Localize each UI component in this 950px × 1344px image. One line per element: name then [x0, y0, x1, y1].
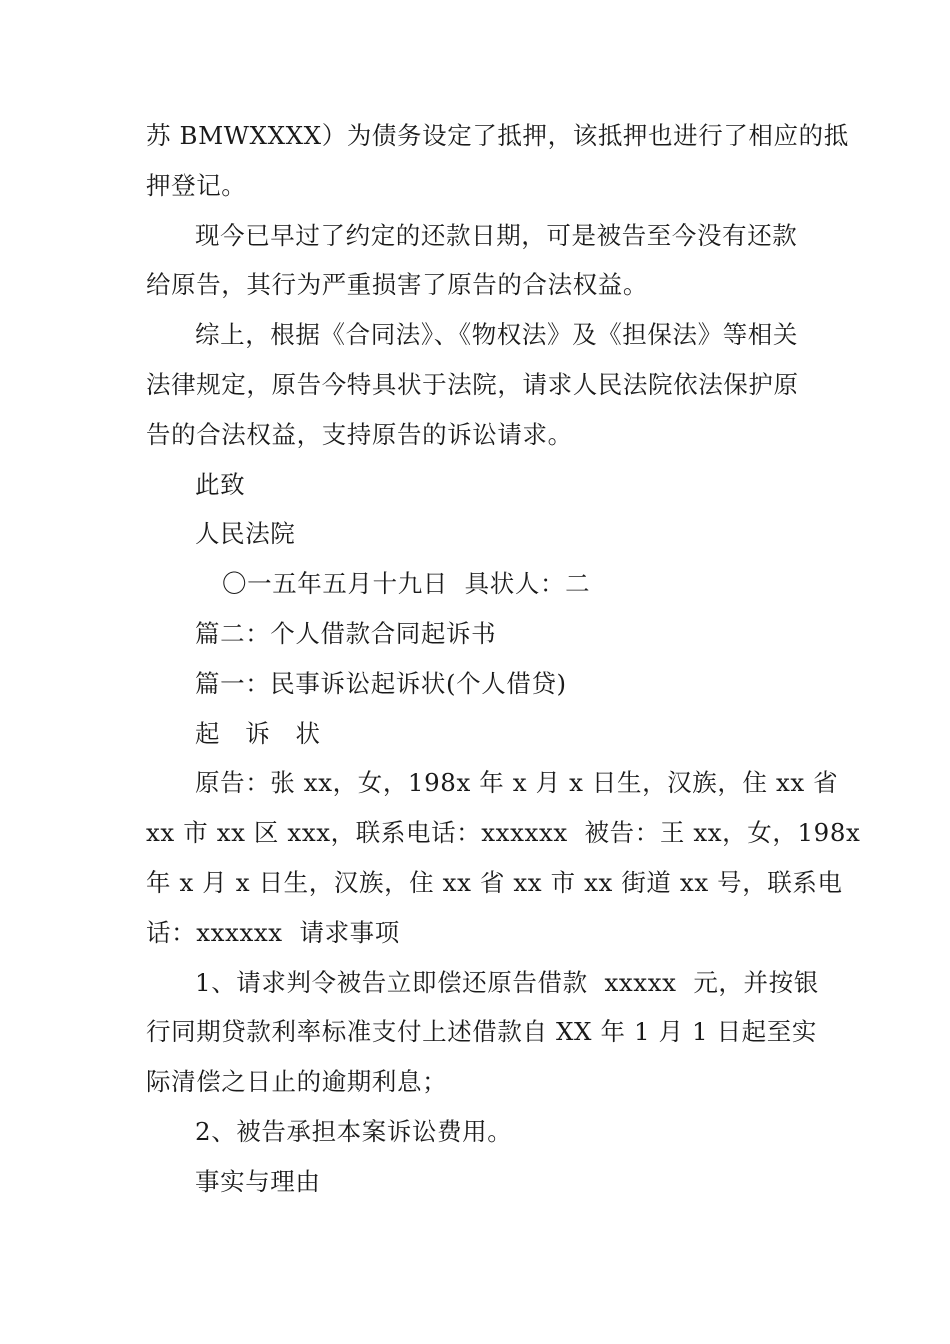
section-heading: 事实与理由	[195, 1166, 321, 1196]
body-line: 际清偿之日止的逾期利息；	[146, 1067, 448, 1097]
body-line: 话：xxxxxx 请求事项	[146, 917, 400, 947]
body-line: 给原告，其行为严重损害了原告的合法权益。	[146, 270, 648, 300]
section-heading: 篇一：民事诉讼起诉状(个人借贷)	[195, 668, 567, 698]
body-line: 法律规定，原告今特具状于法院，请求人民法院依法保护原	[146, 369, 799, 399]
body-line: 年 x 月 x 日生，汉族，住 xx 省 xx 市 xx 街道 xx 号，联系电	[146, 867, 843, 897]
body-line: 现今已早过了约定的还款日期，可是被告至今没有还款	[195, 220, 798, 250]
body-line: 苏 BMWXXXX）为债务设定了抵押，该抵押也进行了相应的抵	[146, 121, 849, 150]
body-line: 告的合法权益，支持原告的诉讼请求。	[146, 419, 573, 449]
document-body	[146, 111, 861, 1207]
body-line: xx 市 xx 区 xxx，联系电话：xxxxxx 被告：王 xx，女，198x	[146, 818, 861, 848]
body-line: 押登记。	[146, 170, 247, 200]
body-line: 2、被告承担本案诉讼费用。	[195, 1116, 513, 1146]
body-line: 综上，根据《合同法》、《物权法》及《担保法》等相关	[195, 320, 798, 350]
section-heading: 篇二：个人借款合同起诉书	[195, 618, 497, 648]
body-line: 原告：张 xx，女，198x 年 x 月 x 日生，汉族，住 xx 省	[195, 768, 839, 798]
salutation: 此致	[195, 469, 246, 499]
body-line: 行同期贷款利率标准支付上述借款自 XX 年 1 月 1 日起至实	[146, 1017, 817, 1047]
document-title: 起 诉 状	[195, 718, 321, 748]
body-line: 1、请求判令被告立即偿还原告借款 xxxxx 元，并按银	[195, 967, 819, 997]
recipient-court: 人民法院	[195, 519, 296, 549]
date-signature-line: 〇一五年五月十九日 具状人：二	[222, 569, 591, 599]
